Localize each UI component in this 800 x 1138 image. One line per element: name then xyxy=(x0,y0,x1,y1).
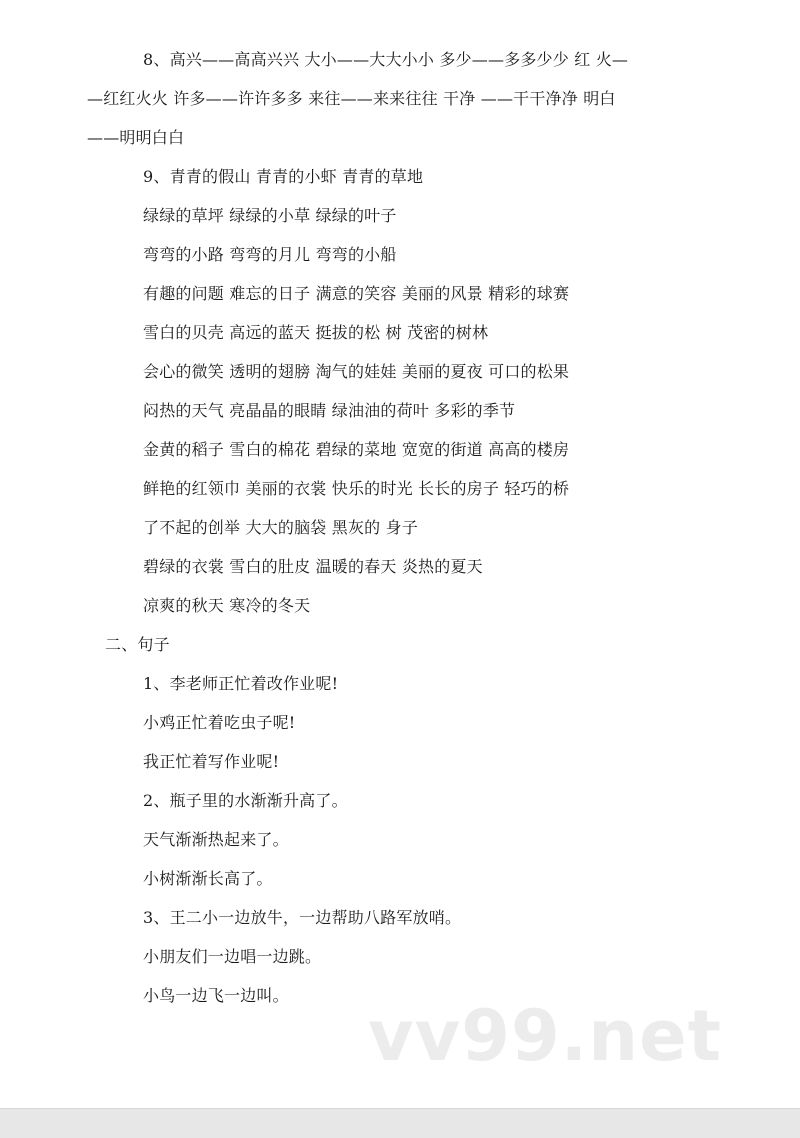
text-line: ——明明白白 xyxy=(87,128,185,147)
text-line: 凉爽的秋天 寒冷的冬天 xyxy=(143,596,311,615)
text-line: 天气渐渐热起来了。 xyxy=(143,830,289,849)
text-line: 闷热的天气 亮晶晶的眼睛 绿油油的荷叶 多彩的季节 xyxy=(143,401,516,420)
text-line: 小鸡正忙着吃虫子呢! xyxy=(143,713,296,732)
text-line: 雪白的贝壳 高远的蓝天 挺拔的松 树 茂密的树林 xyxy=(143,323,489,342)
text-line: 小鸟一边飞一边叫。 xyxy=(143,986,289,1005)
text-line: 金黄的稻子 雪白的棉花 碧绿的菜地 宽宽的街道 高高的楼房 xyxy=(143,440,570,459)
text-line: 9、青青的假山 青青的小虾 青青的草地 xyxy=(143,167,424,186)
text-line: 1、李老师正忙着改作业呢! xyxy=(143,674,339,693)
text-line: —红红火火 许多——许许多多 来往——来来往往 干净 ——干干净净 明白 xyxy=(87,89,616,108)
section-heading: 二、句子 xyxy=(105,635,170,654)
text-line: 2、瓶子里的水渐渐升高了。 xyxy=(143,791,348,810)
text-line: 弯弯的小路 弯弯的月儿 弯弯的小船 xyxy=(143,245,397,264)
text-line: 我正忙着写作业呢! xyxy=(143,752,280,771)
text-line: 会心的微笑 透明的翅膀 淘气的娃娃 美丽的夏夜 可口的松果 xyxy=(143,362,570,381)
page-separator xyxy=(0,1108,800,1138)
text-line: 小树渐渐长高了。 xyxy=(143,869,273,888)
text-line: 鲜艳的红领巾 美丽的衣裳 快乐的时光 长长的房子 轻巧的桥 xyxy=(143,479,570,498)
text-line: 了不起的创举 大大的脑袋 黑灰的 身子 xyxy=(143,518,419,537)
text-line: 3、王二小一边放牛，一边帮助八路军放哨。 xyxy=(143,908,462,927)
text-line: 碧绿的衣裳 雪白的肚皮 温暖的春天 炎热的夏天 xyxy=(143,557,483,576)
watermark: vv99.net xyxy=(368,995,723,1077)
text-line: 绿绿的草坪 绿绿的小草 绿绿的叶子 xyxy=(143,206,397,225)
text-line: 小朋友们一边唱一边跳。 xyxy=(143,947,322,966)
text-line: 有趣的问题 难忘的日子 满意的笑容 美丽的风景 精彩的球赛 xyxy=(143,284,570,303)
text-line: 8、高兴——高高兴兴 大小——大大小小 多少——多多少少 红 火— xyxy=(143,50,629,69)
